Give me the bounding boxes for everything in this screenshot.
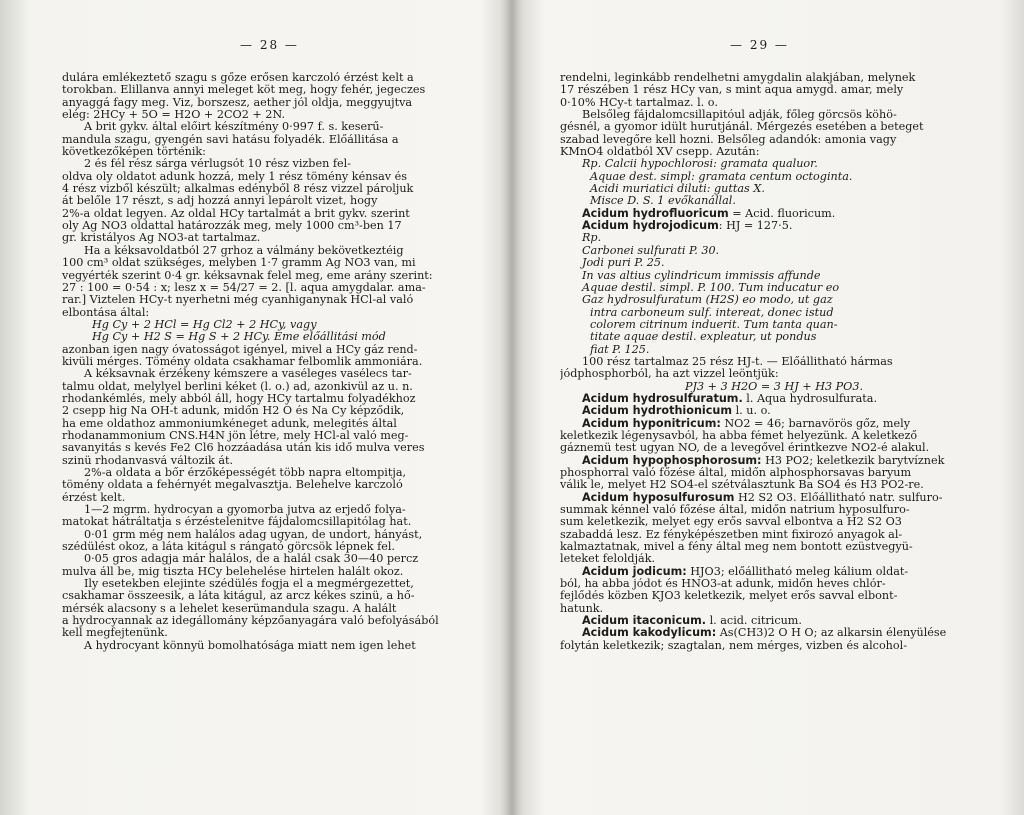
page-number-left: — 28 — [240,38,299,52]
text-line: Acidum hypophosphorosum: H3 PO2; keletkezik barytvíznek [582,454,945,467]
text-line: 1—2 mgrm. hydrocyan a gyomorba jutva az erjedő folya- [84,504,406,517]
text-line: 27 : 100 = 0·54 : x; lesz x = 54/27 = 2. [l. aqua amygdalar. ama- [62,281,426,294]
left-page-text [62,72,478,652]
text-line: csakhamar összeesik, a láta kitágul, az arcz kékes szinü, a hő- [62,590,415,603]
text-line: elbontása által: [62,306,150,319]
text-line: 0·10% HCy-t tartalmaz. l. o. [560,96,718,109]
text-line: rhodankémlés, mely abból áll, hogy HCy tartalmu folyadékhoz [62,392,416,405]
text-line: kell megfejtenünk. [62,627,168,640]
text-line: a hydrocyannak az idegállomány képzőanyagára való befolyásából [62,615,439,628]
text-line: szabad levegőre kell hozni. Belsőleg adandók: amonia vagy [560,133,897,146]
text-line: colorem citrinum induerit. Tum tanta quan- [590,318,838,331]
text-line: 100 rész tartalmaz 25 rész HJ-t. — Előállitható hármas [582,355,893,368]
text-line: talmu oldat, melylyel berlini kéket (l. o.) ad, azonkivül az u. n. [62,380,413,393]
entry-heading: Acidum hypophosphorosum: [582,454,762,467]
text-line: hatunk. [560,602,604,615]
text-line: summak kénnel való főzése által, midőn natrium hyposulfuro- [560,504,910,517]
text-line: rendelni, leginkább rendelhetni amygdalin alakjában, melynek [560,72,916,84]
text-line: Acidum hyposulfurosum H2 S2 O3. Előállitható natr. sulfuro- [582,491,943,504]
text-line: fiat P. 125. [590,343,650,356]
text-line: 2 csepp hig Na OH-t adunk, midőn H2 O és Na Cy képződik, [62,405,405,418]
text-line: azonban igen nagy óvatosságot igényel, mivel a HCy gáz rend- [62,343,418,356]
text-line: intra carboneum sulf. intereat, donec istud [590,306,834,319]
text-line: Aquae destil. simpl. P. 100. Tum inducatur eo [582,281,840,294]
right-page-text [560,72,988,652]
right-page [512,0,1024,815]
entry-heading: Acidum kakodylicum: [582,627,717,640]
text-line: válik le, melyet H2 SO4-el szétválasztunk Ba SO4 és H3 PO2-re. [560,479,924,492]
text-line: A kéksavnak érzékeny kémszere a vaséleges vasélecs tar- [84,368,412,381]
text-line: Carbonei sulfurati P. 30. [582,244,720,257]
text-line: mulva áll be, mig tiszta HCy belehelése hirtelen halált okoz. [62,565,404,578]
text-line: jódphosphorból, ha azt vizzel leöntjük: [560,368,779,381]
text-line: In vas altius cylindricum immissis affunde [582,269,821,282]
text-line: át belőle 17 részt, s adj hozzá annyi lepárolt vizet, hogy [62,195,378,208]
text-line: keletkezik légenysavból, ha abba fémet helyezünk. A keletkező [560,429,918,442]
text-line: 2%-a oldata a bőr érzőképességét több napra eltompitja, [84,467,407,479]
text-line: rhodanammonium CNS.H4N jön létre, mely HCl-al való meg- [62,429,409,442]
text-line: Ha a kéksavoldatból 27 grhoz a válmány bekövetkeztéig [84,244,404,257]
entry-heading: Acidum hydrothionicum [582,405,733,418]
page-number-right: — 29 — [730,38,789,52]
text-line: szédülést okoz, a láta kitágul s rángató görcsök lépnek fel. [62,541,395,554]
text-line: 2%-a oldat legyen. Az oldal HCy tartalmát a brit gykv. szerint [62,207,410,220]
text-line: folytán keletkezik; szagtalan, nem mérges, vizben és alcohol- [560,639,907,652]
text-line: kivüli mérges. Tömény oldata csakhamar felbomlik ammoniára. [62,355,423,368]
text-line: Acidum hydrothionicum l. u. o. [582,405,771,418]
text-line: Belsőleg fájdalomcsillapitóul adják, főleg görcsös köhö- [582,109,897,122]
text-line: oly Ag NO3 oldattal határozzák meg, mely 1000 cm³-ben 17 [62,220,402,233]
text-line: phosphorral való főzése által, midőn alphosphorsavas baryum [560,467,912,479]
text-line: Gaz hydrosulfuratum (H2S) eo modo, ut gaz [582,294,833,307]
text-line: Acidi muriatici diluti: guttas X. [590,183,765,196]
text-line: 0·01 grm még nem halálos adag ugyan, de undort, hányást, [84,528,423,541]
text-line: Acidum hydrosulfuratum. l. Aqua hydrosulfurata. [582,392,878,405]
text-line: A hydrocyant könnyü bomolhatósága miatt nem igen lehet [84,639,416,652]
text-line: KMnO4 oldatból XV csepp. Azután: [560,146,760,159]
entry-heading: Acidum hydrojodicum [582,220,719,233]
text-line: tömény oldata a fehérnyét megalvasztja. Belehelve karczoló [62,479,403,492]
text-line: elég: 2HCy + 5O = H2O + 2CO2 + 2N. [62,109,286,122]
text-line: Aquae dest. simpl: gramata centum octoginta. [590,170,853,183]
entry-heading: Acidum hyposulfurosum [582,491,735,504]
entry-heading: Acidum hyponitricum: [582,417,721,430]
text-line: 4 rész vizből készült; alkalmas edényből 8 rész vizzel pároljuk [62,183,414,196]
text-line: fejlődés közben KJO3 keletkezik, melyet erős savval elbont- [560,590,898,603]
entry-heading: Acidum itaconicum. [582,615,707,628]
text-line: 2 és fél rész sárga vérlugsót 10 rész vizben fel- [84,158,351,171]
entry-heading: Acidum hydrofluoricum [582,207,729,220]
text-line: Hg Cy + H2 S = Hg S + 2 HCy. Eme előállitási mód [92,331,386,344]
text-line: Acidum kakodylicum: As(CH3)2 O H O; az alkarsin élenyülése [582,627,947,640]
text-line: matokat hátráltatja s érzéstelenitve fájdalomcsillapitólag hat. [62,516,412,529]
entry-heading: Acidum jodicum: [582,565,687,578]
text-line: ból, ha abba jódot és HNO3-at adunk, midőn heves chlór- [560,578,886,591]
text-line: dulára emlékeztető szagu s gőze erősen karczoló érzést kelt a [62,72,414,84]
text-line: savanyitás s kevés Fe2 Cl6 hozzáadása után kis idő mulva veres [62,442,425,455]
text-line: mérsék alacsony s a lehelet keserümandula szagu. A halált [62,602,397,615]
text-line: Rp. [582,232,602,245]
text-line: gr. kristályos Ag NO3-at tartalmaz. [62,232,261,245]
text-line: 17 részében 1 rész HCy van, s mint aqua amygd. amar, mely [560,84,904,97]
text-line: Acidum hyponitricum: NO2 = 46; barnavörös gőz, mely [582,417,911,430]
text-line: torokban. Elillanva annyi meleget köt meg, hogy fehér, jegeczes [62,84,426,97]
text-line: kalmaztatnak, mivel a fény által meg nem bontott ezüstvegyü- [560,541,913,554]
text-line: A brit gykv. által előirt készítmény 0·997 f. s. keserű- [84,121,384,134]
text-line: szinü rhodanvasvá változik át. [62,454,234,467]
text-line: Rp. Calcii hypochlorosi: gramata qualuor. [582,158,818,171]
text-line: PJ3 + 3 H2O = 3 HJ + H3 PO3. [684,380,864,393]
entry-heading: Acidum hydrosulfuratum. [582,392,743,405]
text-line: ha eme oldathoz ammoniumkéneget adunk, melegités által [62,417,397,430]
text-line: 100 cm³ oldat szükséges, melyben 1·7 gramm Ag NO3 van, mi [62,257,416,270]
text-line: titate aquae destil. expleatur, ut pondus [590,331,817,344]
text-line: anyaggá fagy meg. Viz, borszesz, aether jól oldja, meggyujtva [62,96,413,109]
text-line: rar.] Viztelen HCy-t nyerhetni még cyanhiganynak HCl-al való [62,294,414,307]
text-line: érzést kelt. [62,491,126,504]
text-line: Acidum itaconicum. l. acid. citricum. [582,615,802,628]
text-line: szabaddá lesz. Ez fényképészetben mint fixirozó anyagok al- [560,528,903,541]
text-line: Hg Cy + 2 HCl = Hg Cl2 + 2 HCy, vagy [92,318,317,331]
text-line: Ily esetekben elejinte szédülés fogja el a megmérgezettet, [84,578,414,591]
text-line: Acidum jodicum: HJO3; előállitható meleg kálium oldat- [582,565,909,578]
text-line: oldva oly oldatot adunk hozzá, mely 1 rész tömény kénsav és [62,170,408,183]
text-line: gésnél, a gyomor idült hurutjánál. Mérgezés esetében a beteget [560,121,924,134]
text-line: vegyérték szerint 0·4 gr. kéksavnak felel meg, eme arány szerint: [62,269,433,282]
text-line: következőképen történik: [62,146,206,159]
text-line: gáznemü test ugyan NO, de a levegővel érintkezve NO2-é alakul. [560,442,930,455]
text-line: Acidum hydrojodicum: HJ = 127·5. [582,220,793,233]
text-line: Acidum hydrofluoricum = Acid. fluoricum. [582,207,836,220]
text-line: Jodi puri P. 25. [582,257,665,270]
text-line: Misce D. S. 1 evőkanállal. [590,195,736,208]
text-line: sum keletkezik, melyet egy erős savval elbontva a H2 S2 O3 [560,516,902,529]
text-line: mandula szagu, gyengén savi hatásu folyadék. Előállitása a [62,133,399,146]
text-line: 0·05 gros adagja már halálos, de a halál csak 30—40 percz [84,553,419,566]
text-line: leteket feloldják. [560,553,656,566]
